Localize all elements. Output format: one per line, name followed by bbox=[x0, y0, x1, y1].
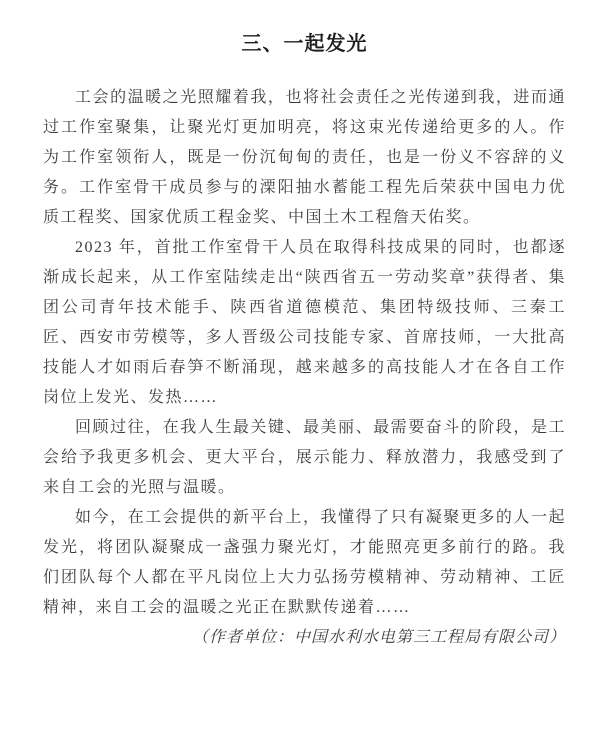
document-title: 三、一起发光 bbox=[241, 33, 368, 55]
body-paragraph: 工会的温暖之光照耀着我，也将社会责任之光传递到我，进而通过工作室聚集，让聚光灯更加明亮，将这束光传递给更多的人。作为工作室领衔人，既是一份沉甸甸的责任，也是一份义不容辞的义务。工作室骨干成员参与的溧阳抽水蓄能工程先后荣获中国电力优质工程奖、国家优质工程金奖、中国土木工程詹天佑奖。 bbox=[43, 89, 566, 226]
body-paragraph: 回顾过往，在我人生最关键、最美丽、最需要奋斗的阶段，是工会给予我更多机会、更大平台，展示能力、释放潜力，我感受到了来自工会的光照与温暖。 bbox=[43, 419, 566, 496]
body-paragraph: 如今，在工会提供的新平台上，我懂得了只有凝聚更多的人一起发光，将团队凝聚成一盏强力聚光灯，才能照亮更多前行的路。我们团队每个人都在平凡岗位上大力弘扬劳模精神、劳动精神、工匠精神，来自工会的温暖之光正在默默传递着…… bbox=[43, 509, 566, 616]
document-body bbox=[43, 83, 566, 623]
body-paragraph: 2023 年，首批工作室骨干人员在取得科技成果的同时，也都逐渐成长起来，从工作室陆续走出“陕西省五一劳动奖章”获得者、集团公司青年技术能手、陕西省道德模范、集团特级技师、三秦工匠、西安市劳模等，多人晋级公司技能专家、首席技师，一大批高技能人才如雨后春笋不断涌现，越来越多的高技能人才在各自工作岗位上发光、发热…… bbox=[43, 239, 566, 406]
author-attribution: （作者单位：中国水利水电第三工程局有限公司） bbox=[191, 629, 566, 646]
